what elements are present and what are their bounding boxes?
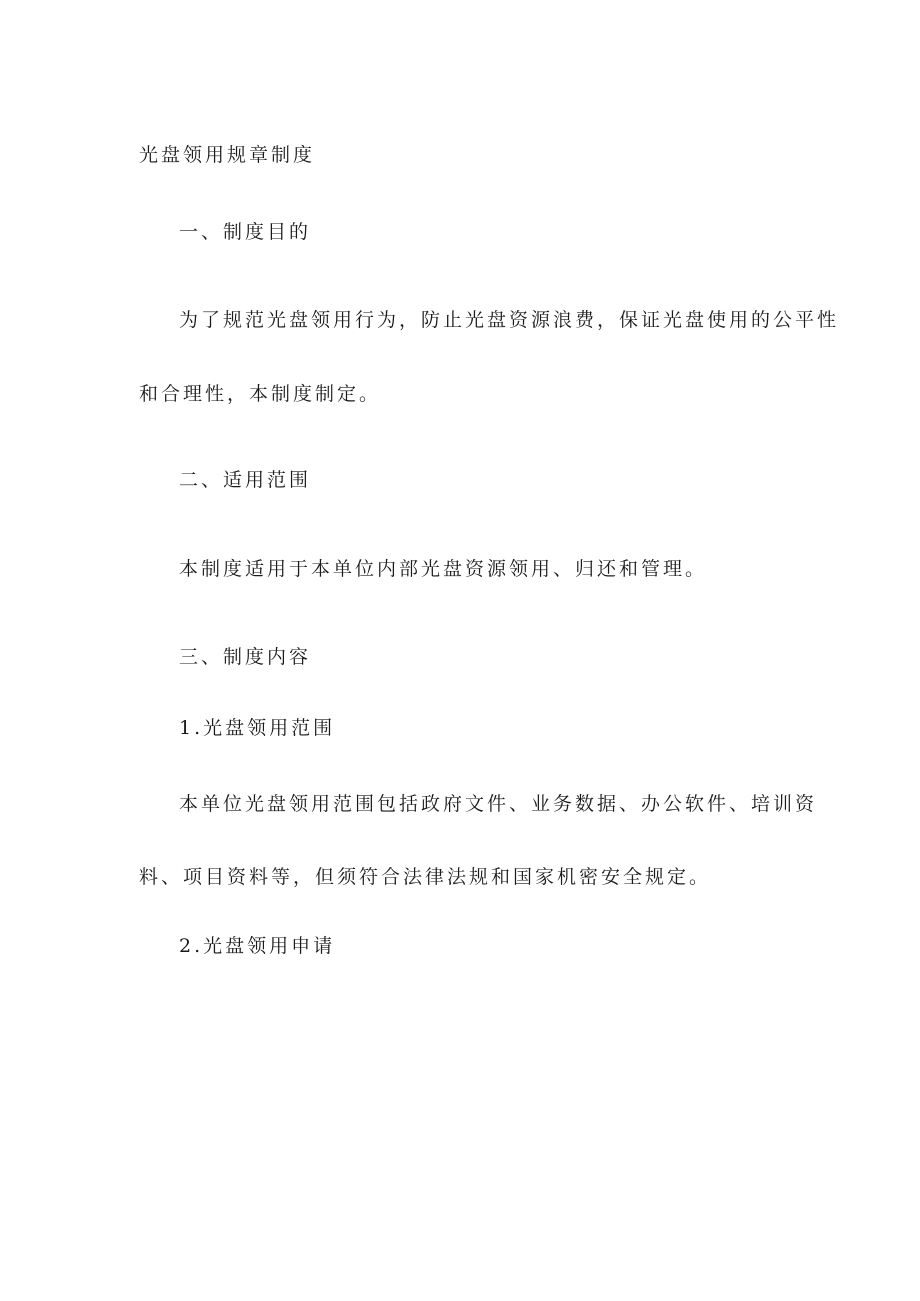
document-title: 光盘领用规章制度: [139, 144, 316, 166]
paragraph-range-line2: 料、项目资料等，但须符合法律法规和国家机密安全规定。: [139, 866, 712, 888]
paragraph-purpose-line2: 和合理性，本制度制定。: [139, 383, 382, 405]
section-heading-scope: 二、适用范围: [179, 469, 312, 491]
section-heading-purpose: 一、制度目的: [179, 221, 312, 243]
paragraph-scope: 本制度适用于本单位内部光盘资源领用、归还和管理。: [179, 558, 708, 580]
subheading-range: 1.光盘领用范围: [179, 717, 336, 739]
paragraph-purpose-line1: 为了规范光盘领用行为，防止光盘资源浪费，保证光盘使用的公平性: [179, 309, 840, 331]
section-heading-content: 三、制度内容: [179, 646, 312, 668]
subheading-application: 2.光盘领用申请: [179, 935, 336, 957]
paragraph-range-line1: 本单位光盘领用范围包括政府文件、业务数据、办公软件、培训资: [179, 793, 818, 815]
